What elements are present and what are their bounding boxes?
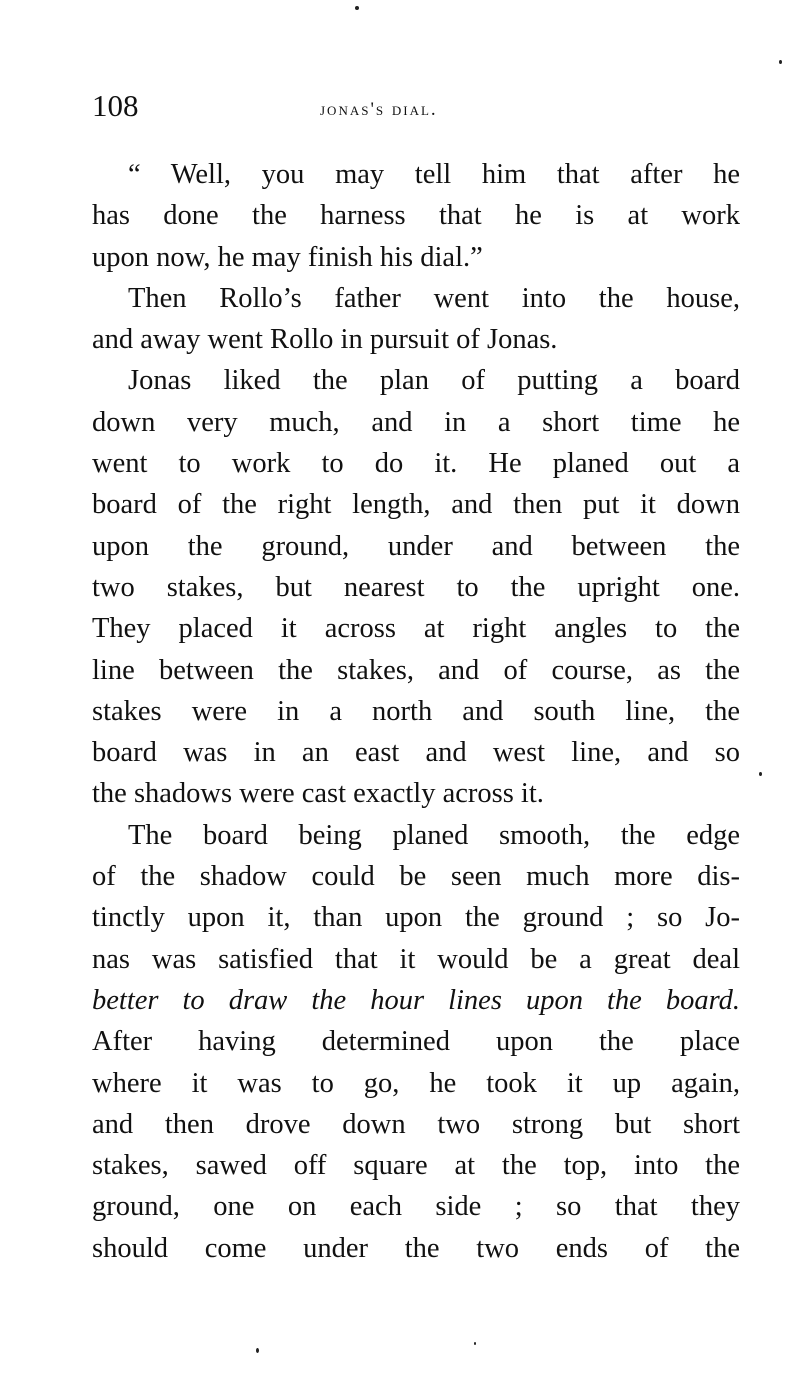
text-line: the shadows were cast exactly across it. [92, 778, 544, 810]
text-line: should come under the two ends of the [92, 1232, 740, 1264]
print-speck [474, 1342, 476, 1345]
text-line: line between the stakes, and of course, as the [92, 654, 740, 686]
text-line: ground, one on each side ; so that they [92, 1191, 740, 1223]
body-text [92, 154, 740, 1269]
text-line: stakes, sawed off square at the top, into the [92, 1150, 740, 1182]
text-line: of the shadow could be seen much more dis- [92, 861, 740, 893]
text-line: stakes were in a north and south line, the [92, 695, 740, 727]
text-line: nas was satisfied that it would be a great deal [92, 943, 740, 975]
text-line: board of the right length, and then put it down [92, 489, 740, 521]
print-speck [256, 1348, 259, 1353]
print-speck [779, 60, 782, 64]
print-speck [355, 6, 359, 10]
text-line: and then drove down two strong but short [92, 1108, 740, 1140]
text-line: tinctly upon it, than upon the ground ; so Jo- [92, 902, 740, 934]
text-line: went to work to do it. He planed out a [92, 448, 740, 480]
text-line: better to draw the hour lines upon the board. [92, 984, 740, 1016]
text-line: They placed it across at right angles to the [92, 613, 740, 645]
text-line: and away went Rollo in pursuit of Jonas. [92, 324, 558, 356]
text-line: upon the ground, under and between the [92, 530, 740, 562]
text-line: has done the harness that he is at work [92, 200, 740, 232]
text-line: Jonas liked the plan of putting a board [128, 365, 740, 397]
running-head: jonas's dial. [320, 99, 438, 120]
text-line: The board being planed smooth, the edge [128, 819, 740, 851]
text-line: two stakes, but nearest to the upright one. [92, 571, 740, 603]
page-number: 108 [92, 88, 139, 123]
text-line: After having determined upon the place [92, 1026, 740, 1058]
text-line: board was in an east and west line, and so [92, 737, 740, 769]
text-line: where it was to go, he took it up again, [92, 1067, 740, 1099]
page-header [92, 86, 740, 126]
text-line: Then Rollo’s father went into the house, [128, 282, 740, 314]
text-line: upon now, he may finish his dial.” [92, 241, 483, 273]
print-speck [759, 772, 762, 776]
text-line: down very much, and in a short time he [92, 406, 740, 438]
text-line: “ Well, you may tell him that after he [128, 159, 740, 190]
